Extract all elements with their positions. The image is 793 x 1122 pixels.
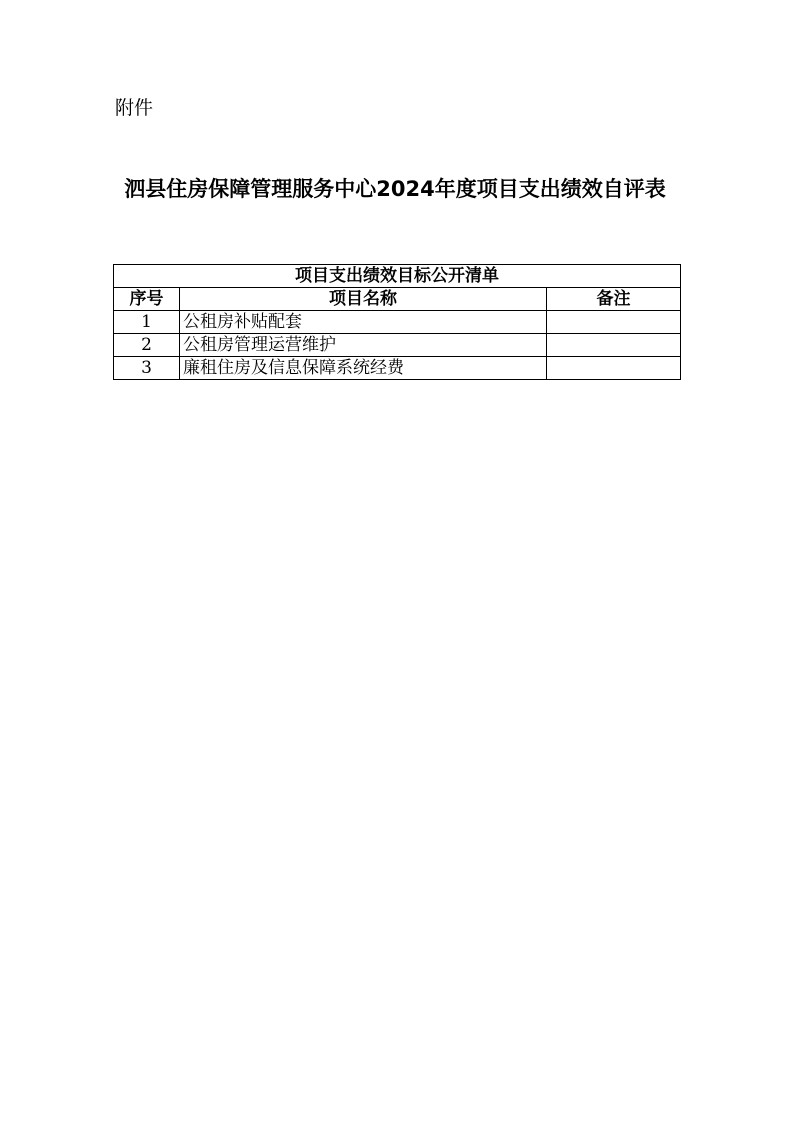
table-caption: 项目支出绩效目标公开清单 bbox=[114, 265, 681, 288]
table-row bbox=[114, 334, 681, 357]
row-no: 1 bbox=[114, 311, 180, 334]
document-title: 泗县住房保障管理服务中心2024年度项目支出绩效自评表 bbox=[124, 177, 666, 201]
row-name: 公租房管理运营维护 bbox=[180, 334, 547, 357]
project-list-table bbox=[113, 264, 681, 380]
row-no: 3 bbox=[114, 357, 180, 380]
row-note bbox=[547, 357, 681, 380]
header-no: 序号 bbox=[114, 288, 180, 311]
row-note bbox=[547, 311, 681, 334]
table-row bbox=[114, 357, 681, 380]
table-caption-row bbox=[114, 265, 681, 288]
header-name: 项目名称 bbox=[180, 288, 547, 311]
row-name: 廉租住房及信息保障系统经费 bbox=[180, 357, 547, 380]
row-no: 2 bbox=[114, 334, 180, 357]
row-name: 公租房补贴配套 bbox=[180, 311, 547, 334]
row-note bbox=[547, 334, 681, 357]
table-header-row bbox=[114, 288, 681, 311]
attachment-label: 附件 bbox=[115, 97, 154, 119]
table-row bbox=[114, 311, 681, 334]
header-note: 备注 bbox=[547, 288, 681, 311]
